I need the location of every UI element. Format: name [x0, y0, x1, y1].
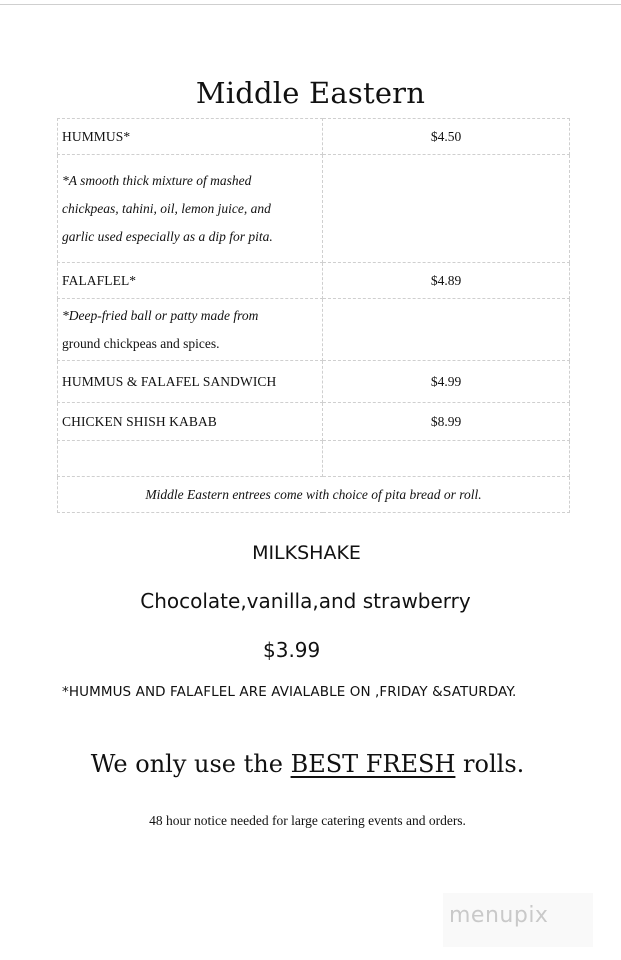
item-price: $4.99 [323, 361, 570, 403]
menu-row-sandwich [58, 361, 570, 403]
item-name: HUMMUS & FALAFEL SANDWICH [58, 361, 323, 403]
menu-row-falafel-description [58, 299, 570, 361]
milkshake-flavors: Chocolate,vanilla,and strawberry [140, 589, 471, 613]
availability-note: *HUMMUS AND FALAFLEL ARE AVIALABLE ON ,FRIDAY &SATURDAY. [62, 684, 517, 700]
catering-notice: 48 hour notice needed for large catering events and orders. [149, 813, 466, 828]
section-title: Middle Eastern [195, 76, 426, 110]
item-name: FALAFLEL* [58, 263, 323, 299]
empty-cell [58, 441, 323, 477]
empty-cell [323, 155, 570, 263]
rolls-suffix: rolls. [455, 750, 525, 778]
menu-table [57, 118, 570, 513]
description-line: *A smooth thick mixture of mashed [62, 172, 252, 188]
table-footnote: Middle Eastern entrees come with choice of pita bread or roll. [58, 477, 570, 513]
rolls-prefix: We only use the [90, 750, 291, 778]
empty-cell [323, 441, 570, 477]
menu-row-falafel [58, 263, 570, 299]
menu-row-hummus-description [58, 155, 570, 263]
empty-cell [323, 299, 570, 361]
milkshake-price: $3.99 [263, 638, 321, 662]
menu-row-hummus [58, 119, 570, 155]
menu-row-empty [58, 441, 570, 477]
description-line: garlic used especially as a dip for pita. [62, 228, 273, 244]
item-description [58, 155, 323, 263]
menu-row-kabab [58, 403, 570, 441]
item-price: $4.50 [323, 119, 570, 155]
rolls-emphasis: BEST FRESH [290, 750, 456, 778]
description-line: ground chickpeas and spices. [62, 335, 220, 351]
item-name: CHICKEN SHISH KABAB [58, 403, 323, 441]
description-line: *Deep-fried ball or patty made from [62, 307, 259, 323]
item-name: HUMMUS* [58, 119, 323, 155]
rolls-statement [0, 750, 621, 778]
top-border-line [0, 4, 621, 5]
item-price: $4.89 [323, 263, 570, 299]
milkshake-title: MILKSHAKE [252, 542, 361, 564]
menupix-watermark: menupix [449, 903, 549, 928]
menu-row-footnote [58, 477, 570, 513]
description-line: chickpeas, tahini, oil, lemon juice, and [62, 200, 271, 216]
item-price: $8.99 [323, 403, 570, 441]
item-description [58, 299, 323, 361]
